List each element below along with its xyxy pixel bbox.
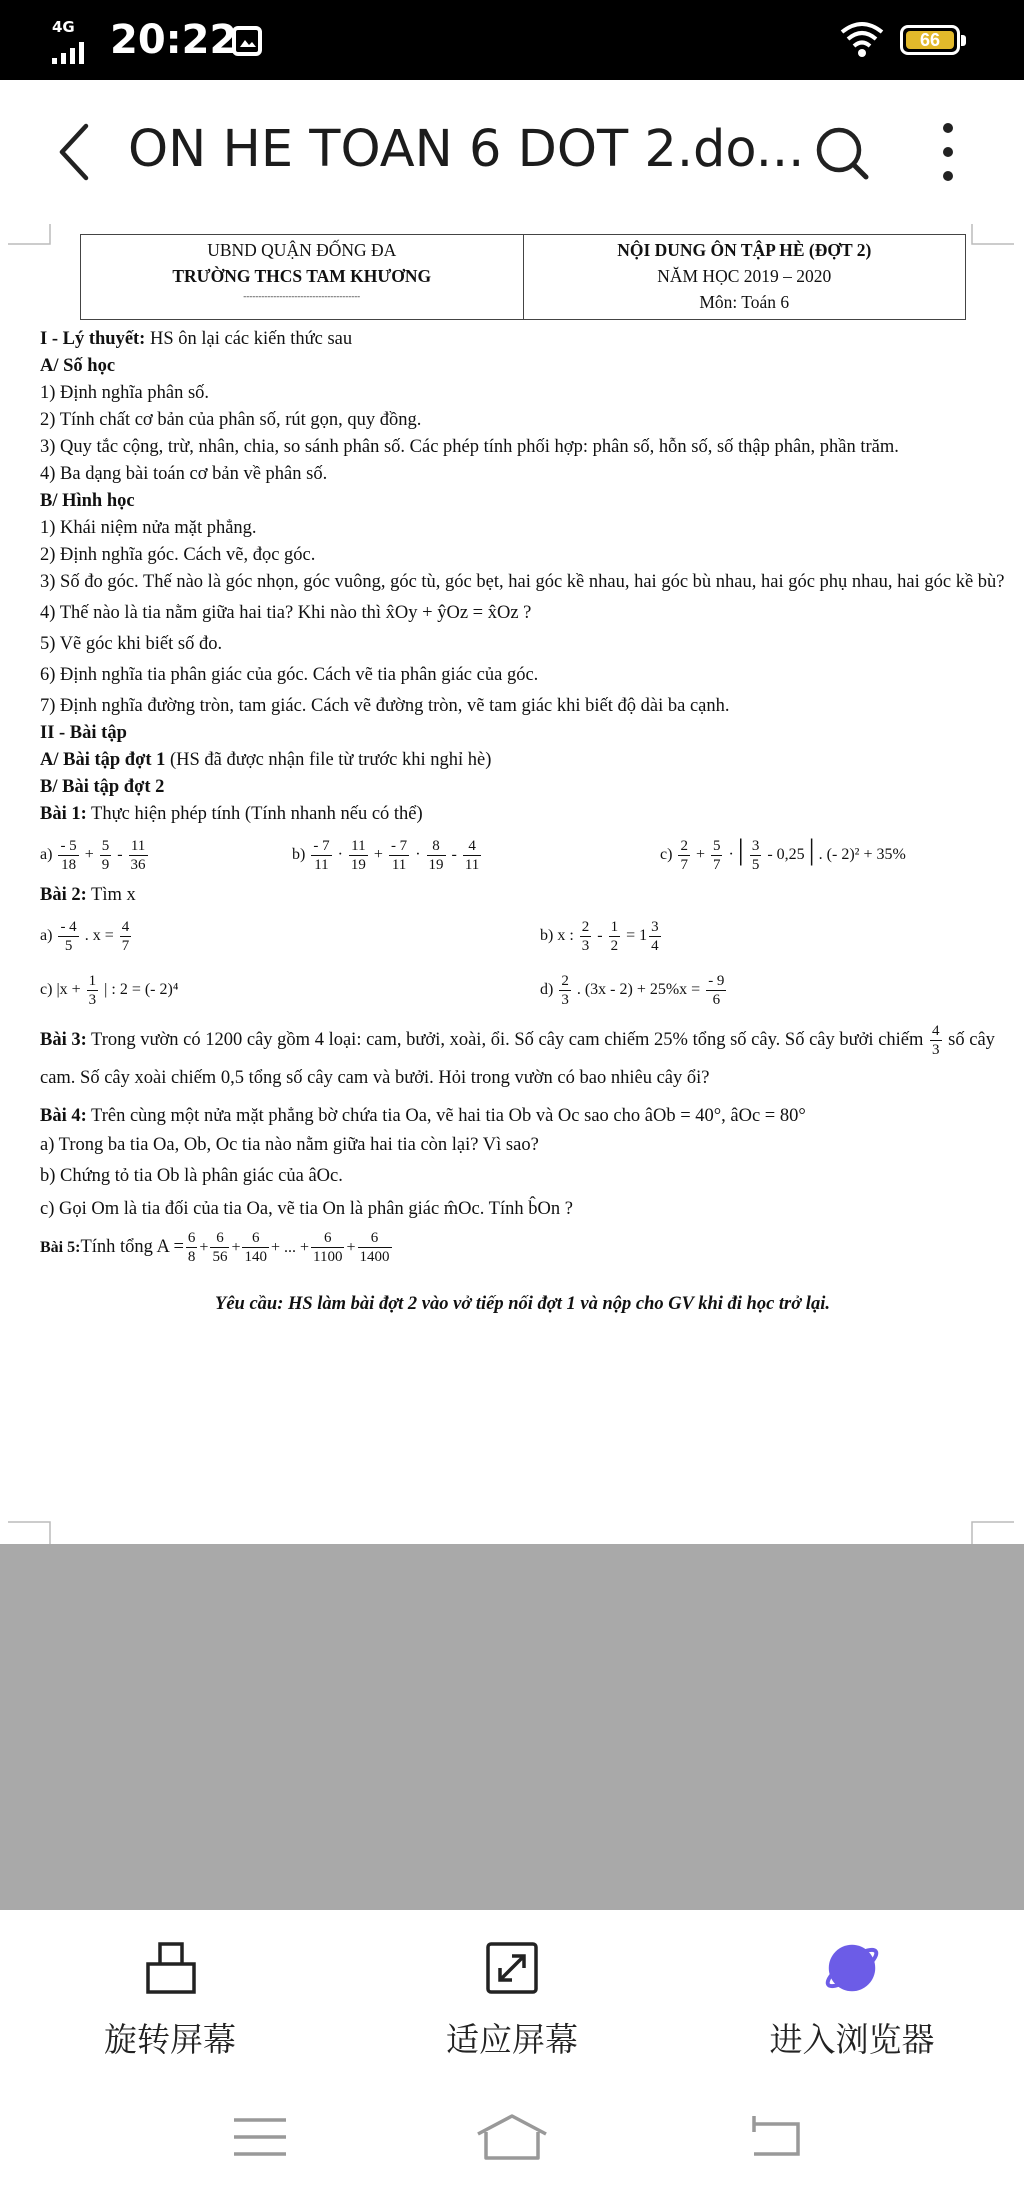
- denominator: 36: [130, 856, 146, 873]
- gallery-icon: [232, 26, 262, 56]
- home-icon[interactable]: [472, 2112, 552, 2162]
- operator: -: [451, 845, 457, 863]
- document-page: [40, 234, 1005, 1318]
- bai1-line: [40, 801, 1005, 828]
- bai3-text: số cây cam. Số cây xoài chiếm 0,5 tổng số cây cam và bưởi. Hỏi trong vườn có bao nhiêu cây ổi?: [40, 1030, 995, 1089]
- numerator: 3: [651, 918, 659, 935]
- denominator: 9: [101, 856, 110, 873]
- numerator: - 7: [390, 837, 408, 854]
- denominator: 5: [64, 937, 73, 954]
- bai1-expressions: [40, 828, 1005, 882]
- district-name: UBND QUẬN ĐỐNG ĐA: [207, 240, 397, 260]
- bai4-c: c) Gọi Om là tia đối của tia Oa, vẽ tia On là phân giác m̂Oc. Tính b̂On ?: [40, 1199, 573, 1220]
- battery-level: 66: [919, 30, 941, 50]
- bai2-a: [40, 918, 540, 955]
- operator: ·: [415, 845, 421, 863]
- denominator: 19: [428, 856, 444, 873]
- batch1-line: [40, 747, 1005, 774]
- status-bar: [0, 0, 1024, 80]
- bai1-b: [292, 837, 660, 874]
- planet-browser-icon: [821, 1938, 883, 1998]
- expression-part: . (3x - 2) + 25%x =: [576, 980, 701, 998]
- review-info: [524, 235, 966, 319]
- operator: + ... +: [270, 1238, 310, 1256]
- operator: +: [373, 845, 383, 863]
- fraction: [750, 837, 762, 874]
- fraction: [58, 837, 78, 874]
- requirement-note: Yêu cầu: HS làm bài đợt 2 vào vở tiếp nối đợt 1 và nộp cho GV khi đi học trở lại.: [215, 1294, 830, 1315]
- denominator: 6: [712, 991, 721, 1008]
- expression-part: . (- 2)² + 35%: [818, 846, 906, 864]
- denominator: 1100: [313, 1248, 343, 1265]
- list-item: 3) Quy tắc cộng, trừ, nhân, chia, so sánh phân số. Các phép tính phối hợp: phân số, hỗn số, số thập phân, phần trăm.: [40, 437, 899, 457]
- numerator: 4: [463, 837, 481, 856]
- app-bar: [0, 80, 1024, 224]
- operator: ·: [337, 845, 343, 863]
- fraction: [311, 1229, 344, 1266]
- numerator: 6: [358, 1229, 392, 1248]
- fraction: [580, 918, 592, 955]
- battery-icon: [900, 25, 960, 55]
- denominator: 8: [187, 1248, 196, 1265]
- batch2-heading: B/ Bài tập đợt 2: [40, 777, 165, 797]
- numerator: - 4: [60, 918, 77, 935]
- rotate-screen-button[interactable]: [50, 1938, 290, 2061]
- bai1-text: Thực hiện phép tính (Tính nhanh nếu có thể): [86, 804, 423, 824]
- denominator: 11: [391, 856, 407, 873]
- denominator: 7: [712, 856, 721, 873]
- bai1-a: [40, 837, 292, 874]
- bottom-toolbar: [0, 1910, 1024, 2080]
- fraction: [242, 1229, 269, 1266]
- denominator: 1400: [359, 1248, 390, 1265]
- bai4-a: a) Trong ba tia Oa, Ob, Oc tia nào nằm giữa hai tia còn lại? Vì sao?: [40, 1135, 539, 1156]
- page-corner-mark: [8, 1520, 52, 1544]
- list-item: 2) Định nghĩa góc. Cách vẽ, đọc góc.: [40, 545, 316, 565]
- numerator: - 7: [313, 837, 330, 854]
- numerator: 4: [121, 918, 130, 935]
- denominator: 7: [121, 937, 130, 954]
- fraction: [609, 918, 621, 955]
- bai1-c: [660, 833, 906, 874]
- denominator: 3: [581, 937, 590, 954]
- operator: +: [695, 846, 705, 864]
- item-label: c): [40, 980, 53, 998]
- fraction: [427, 837, 446, 874]
- numerator: 2: [581, 918, 590, 935]
- empty-viewer-area: [0, 1544, 1024, 1910]
- list-item: 1) Định nghĩa phân số.: [40, 383, 210, 403]
- expression-part: | : 2 = (- 2)⁴: [104, 980, 179, 998]
- exercise-heading: II - Bài tập: [40, 723, 127, 743]
- fit-screen-label: 适应屏幕: [446, 2020, 578, 2059]
- bai4-b: b) Chứng tỏ tia Ob là phân giác của âOc.: [40, 1166, 343, 1187]
- school-info: [81, 235, 524, 319]
- item-label: a): [40, 926, 53, 944]
- bai5-text: Tính tổng A =: [80, 1236, 184, 1257]
- fit-screen-button[interactable]: [392, 1938, 632, 2061]
- list-item: 1) Khái niệm nửa mặt phẳng.: [40, 518, 257, 538]
- menu-icon[interactable]: [220, 2112, 300, 2162]
- header-rule: ---------------------------------------: [243, 291, 361, 301]
- bai3-paragraph: [40, 1021, 1005, 1097]
- arith-heading: A/ Số học: [40, 356, 116, 376]
- denominator: 4: [651, 937, 659, 954]
- denominator: 3: [88, 991, 97, 1008]
- list-item: 2) Tính chất cơ bản của phân số, rút gọn, quy đồng.: [40, 410, 422, 430]
- bai4-text: Trên cùng một nửa mặt phẳng bờ chứa tia Oa, vẽ hai tia Ob và Oc sao cho âOb = 40°, âOc = 80°: [86, 1106, 806, 1127]
- more-vertical-icon[interactable]: [930, 118, 966, 186]
- list-item: 6) Định nghĩa tia phân giác của góc. Cách vẽ tia phân giác của góc.: [40, 665, 539, 685]
- list-item: 4) Ba dạng bài toán cơ bản về phân số.: [40, 464, 328, 484]
- denominator: 19: [350, 856, 366, 873]
- numerator: 5: [712, 837, 721, 854]
- operator: -: [597, 926, 603, 944]
- school-name: TRƯỜNG THCS TAM KHƯƠNG: [172, 266, 432, 286]
- numerator: 3: [751, 837, 760, 854]
- fraction: [678, 837, 690, 874]
- operator: -: [117, 845, 123, 863]
- denominator: 3: [561, 991, 569, 1008]
- search-icon[interactable]: [812, 120, 872, 184]
- school-year: NĂM HỌC 2019 – 2020: [657, 266, 832, 286]
- page-corner-mark: [970, 1520, 1014, 1544]
- document-header: [80, 234, 966, 320]
- fraction: [120, 918, 132, 955]
- denominator: 7: [680, 856, 688, 873]
- open-browser-button[interactable]: [732, 1938, 972, 2061]
- fraction: [129, 837, 148, 874]
- item-label: d): [540, 980, 554, 998]
- denominator: 2: [610, 937, 619, 954]
- back-arrow-icon[interactable]: [50, 120, 100, 184]
- rotate-screen-label: 旋转屏幕: [104, 2020, 236, 2059]
- bai2-d: [540, 972, 728, 1009]
- fraction: [930, 1022, 942, 1059]
- item-label: b) x :: [540, 926, 574, 944]
- document-title: ON HE TOAN 6 DOT 2.do...: [128, 120, 805, 179]
- fit-screen-icon: [482, 1938, 542, 1998]
- item-label: b): [292, 845, 306, 863]
- batch1-note: (HS đã được nhận file từ trước khi nghỉ hè): [165, 750, 492, 770]
- operator: +: [84, 845, 94, 863]
- batch1-heading: A/ Bài tập đợt 1: [40, 750, 166, 770]
- numerator: 2: [680, 837, 688, 854]
- item-label: a): [40, 845, 53, 863]
- expression-part: - 0,25: [767, 846, 805, 864]
- fraction: [100, 837, 112, 874]
- expression-part: |x +: [56, 980, 81, 998]
- fraction: [58, 918, 78, 955]
- numerator: 6: [242, 1229, 269, 1248]
- bai2-row-2: [40, 963, 1005, 1017]
- fraction: [706, 972, 726, 1009]
- clock: 20:22: [110, 17, 238, 63]
- review-title: NỘI DUNG ÔN TẬP HÈ (ĐỢT 2): [617, 240, 872, 260]
- denominator: 3: [932, 1042, 940, 1059]
- numerator: 6: [187, 1229, 196, 1246]
- bai2-row-1: [40, 909, 1005, 963]
- denominator: 11: [314, 856, 329, 873]
- bai3-label: Bài 3:: [40, 1030, 87, 1050]
- bai4-line: [40, 1103, 1005, 1130]
- operator: ·: [728, 846, 734, 864]
- bai2-label: Bài 2:: [40, 885, 87, 905]
- bai2-text: Tìm x: [86, 885, 136, 905]
- numerator: 11: [129, 837, 148, 856]
- abs-bar: |: [737, 833, 744, 867]
- numerator: 1: [610, 918, 619, 935]
- fraction: [349, 837, 368, 874]
- bai2-c: [40, 972, 540, 1009]
- geo-heading: B/ Hình học: [40, 491, 135, 511]
- list-item: 5) Vẽ góc khi biết số đo.: [40, 634, 223, 654]
- subject: Môn: Toán 6: [699, 292, 790, 312]
- fraction: [186, 1229, 198, 1266]
- bai5-label: Bài 5:: [40, 1238, 81, 1256]
- bai2-line: [40, 882, 1005, 909]
- fraction: [559, 972, 571, 1009]
- operator: +: [231, 1238, 241, 1256]
- numerator: 4: [932, 1023, 940, 1040]
- numerator: 2: [561, 972, 569, 989]
- back-icon[interactable]: [740, 2112, 820, 2162]
- operator: +: [199, 1238, 209, 1256]
- numerator: 1: [88, 972, 97, 989]
- theory-heading: I - Lý thuyết:: [40, 329, 146, 349]
- denominator: 56: [212, 1248, 228, 1265]
- fraction: [711, 837, 723, 874]
- bai1-label: Bài 1:: [40, 804, 87, 824]
- numerator: 8: [427, 837, 446, 856]
- denominator: 18: [61, 856, 77, 873]
- fraction: [210, 1229, 229, 1266]
- fraction: [389, 837, 409, 874]
- abs-bar: |: [808, 833, 815, 867]
- item-label: c): [660, 846, 673, 864]
- fraction: [649, 918, 661, 955]
- theory-line: [40, 326, 1005, 353]
- numerator: - 5: [60, 837, 77, 854]
- denominator: 5: [751, 856, 760, 873]
- numerator: 5: [101, 837, 110, 854]
- bai2-b: [540, 918, 663, 955]
- fraction: [358, 1229, 392, 1266]
- bai4-label: Bài 4:: [40, 1106, 87, 1127]
- denominator: 11: [464, 856, 480, 873]
- document-viewer[interactable]: [0, 224, 1024, 1544]
- list-item: 4) Thế nào là tia nằm giữa hai tia? Khi nào thì x̂Oy + ŷOz = x̂Oz ?: [40, 603, 532, 623]
- numerator: 11: [349, 837, 368, 856]
- list-item: 3) Số đo góc. Thế nào là góc nhọn, góc vuông, góc tù, góc bẹt, hai góc kề nhau, hai góc bù nhau, hai góc phụ nhau, hai góc kề bù?: [40, 572, 1005, 592]
- system-navigation-bar: [0, 2080, 1024, 2194]
- numerator: - 9: [708, 972, 725, 989]
- numerator: 6: [210, 1229, 229, 1248]
- wifi-icon: [838, 20, 886, 58]
- open-browser-label: 进入浏览器: [769, 2020, 935, 2059]
- fraction: [87, 972, 99, 1009]
- fraction: [463, 837, 481, 874]
- expression-part: . x =: [84, 926, 114, 944]
- list-item: 7) Định nghĩa đường tròn, tam giác. Cách vẽ đường tròn, vẽ tam giác khi biết độ dài ba cạnh.: [40, 696, 730, 716]
- theory-intro: HS ôn lại các kiến thức sau: [145, 329, 353, 349]
- denominator: 140: [244, 1248, 267, 1265]
- bai5-line: [40, 1223, 1005, 1271]
- expression-part: = 1: [626, 926, 648, 944]
- bai3-text: Trong vườn có 1200 cây gồm 4 loại: cam, bưởi, xoài, ổi. Số cây cam chiếm 25% tổng số cây. Số cây bưởi chiếm: [86, 1030, 924, 1050]
- fraction: [311, 837, 331, 874]
- operator: +: [346, 1238, 356, 1256]
- rotate-screen-icon: [140, 1938, 200, 1998]
- numerator: 6: [311, 1229, 344, 1248]
- network-type: 4G: [52, 18, 75, 36]
